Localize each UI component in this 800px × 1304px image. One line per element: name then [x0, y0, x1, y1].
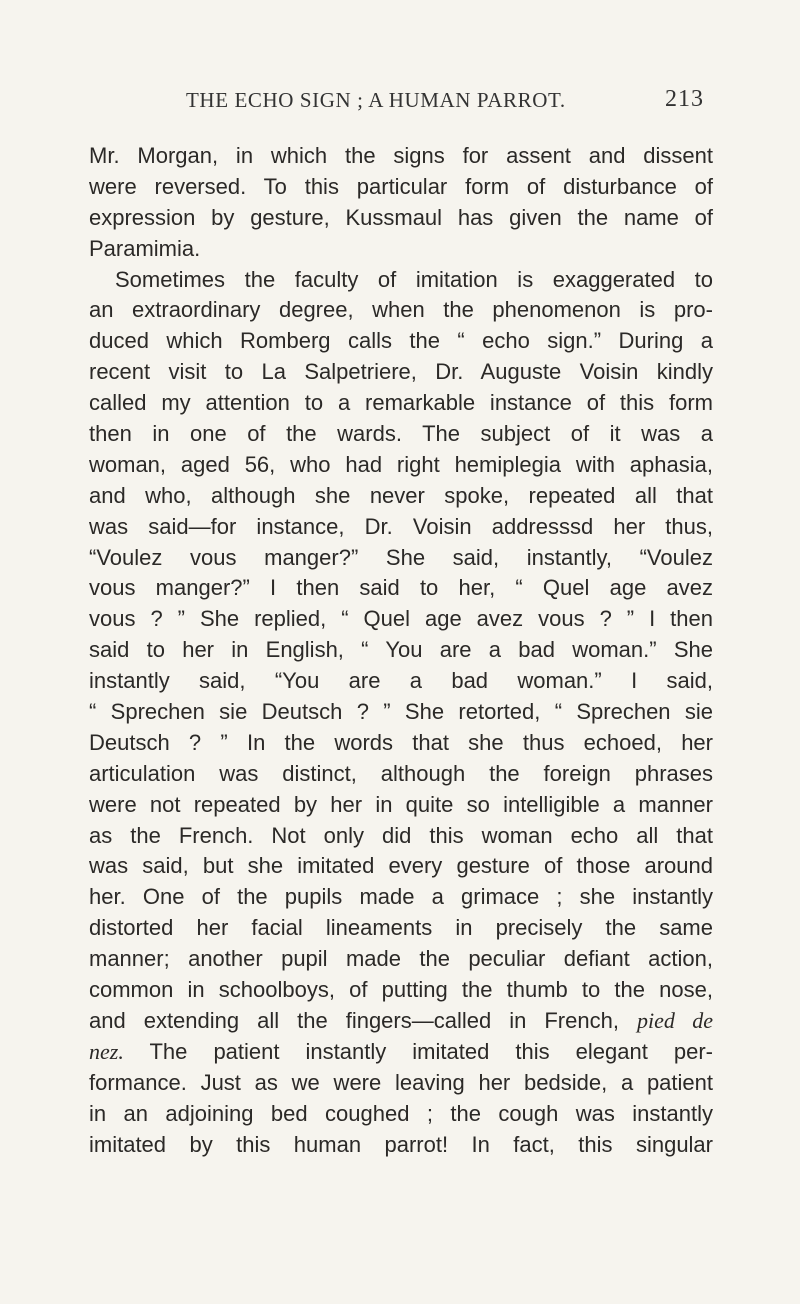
text-line: Sometimes the faculty of imitation is exaggerated to: [115, 266, 713, 292]
text-line-italic: nez.: [89, 1038, 124, 1064]
text-line: [89, 1006, 713, 1037]
text-line: formance. Just as we were leaving her bedside, a patient: [89, 1069, 713, 1095]
text-line: recent visit to La Salpetriere, Dr. Auguste Voisin kindly: [89, 359, 713, 385]
text-line: as the French. Not only did this woman echo all that: [89, 822, 713, 848]
text-line: Mr. Morgan, in which the signs for assent and dissent: [89, 143, 713, 168]
text-line: and who, although she never spoke, repeated all that: [89, 482, 713, 508]
text-line: her. One of the pupils made a grimace ; she instantly: [89, 884, 713, 910]
text-line: “Voulez vous manger?” She said, instantly, “Voulez: [89, 544, 713, 570]
text-line: Paramimia.: [89, 235, 201, 261]
text-line: in an adjoining bed coughed ; the cough was instantly: [89, 1100, 713, 1126]
text-line: “ Sprechen sie Deutsch ? ” She retorted, “ Sprechen sie: [89, 699, 713, 725]
text-line: was said, but she imitated every gesture of those around: [89, 853, 713, 879]
text-line: Deutsch ? ” In the words that she thus echoed, her: [89, 729, 713, 755]
text-line: common in schoolboys, of putting the thumb to the nose,: [89, 977, 713, 1003]
page-number: 213: [665, 86, 704, 112]
text-line: expression by gesture, Kussmaul has given the name of: [89, 204, 713, 230]
text-line-italic: pied de: [636, 1007, 713, 1033]
text-line: instantly said, “You are a bad woman.” I said,: [89, 668, 713, 694]
text-line: manner; another pupil made the peculiar defiant action,: [89, 946, 713, 972]
text-line-roman: The patient instantly imitated this elegant per-: [149, 1038, 713, 1064]
text-line: were reversed. To this particular form of disturbance of: [89, 173, 713, 199]
text-line: vous manger?” I then said to her, “ Quel age avez: [89, 575, 713, 601]
body-text: [89, 141, 713, 1160]
text-line: called my attention to a remarkable instance of this form: [89, 390, 713, 416]
running-title: THE ECHO SIGN ; A HUMAN PARROT.: [186, 88, 566, 112]
text-line: an extraordinary degree, when the phenomenon is pro-: [89, 297, 713, 323]
running-head: [186, 88, 706, 118]
text-line: distorted her facial lineaments in precisely the same: [89, 915, 713, 941]
text-line-roman: and extending all the fingers—called in French,: [89, 1007, 619, 1033]
text-line: was said—for instance, Dr. Voisin addresssd her thus,: [89, 513, 713, 539]
text-line: said to her in English, “ You are a bad woman.” She: [89, 637, 713, 663]
text-line: woman, aged 56, who had right hemiplegia with aphasia,: [89, 451, 713, 477]
text-line: were not repeated by her in quite so intelligible a manner: [89, 791, 713, 817]
text-line: articulation was distinct, although the foreign phrases: [89, 760, 713, 786]
text-line: duced which Romberg calls the “ echo sign.” During a: [89, 328, 713, 354]
text-line: imitated by this human parrot! In fact, this singular: [89, 1131, 713, 1157]
text-line: then in one of the wards. The subject of it was a: [89, 421, 713, 447]
text-line: [89, 1037, 713, 1068]
text-line: vous ? ” She replied, “ Quel age avez vous ? ” I then: [89, 606, 713, 632]
